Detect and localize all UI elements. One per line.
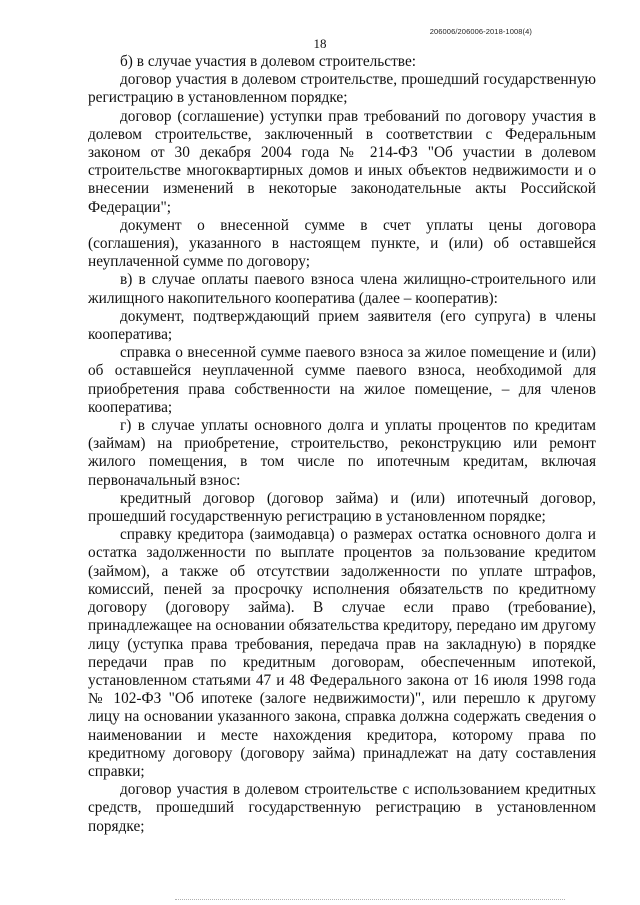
scan-edge-line [175,899,565,901]
paragraph: кредитный договор (договор займа) и (или) ипотечный договор, прошедший государственную регистрацию в установленном порядке; [88,489,596,526]
paragraph: договор участия в долевом строительстве с использованием кредитных средств, прошедший государственную регистрацию в установленном порядке; [88,781,596,835]
paragraph-b-heading: б) в случае участия в долевом строительстве: [120,53,417,70]
page-number: 18 [313,36,327,51]
document-code: 206006/206006-2018-1008(4) [429,27,532,36]
paragraph: договор (соглашение) уступки прав требований по договору участия в долевом строительстве, заключенный в соответствии с Федеральным законом от 30 декабря 2004 года № 214-ФЗ "Об участии в долевом строительстве многоквартирных домов и иных объектов недвижимости и о внесении изменений в некоторые законодательные акты Российской Федерации"; [88,107,596,216]
paragraph: справка о внесенной сумме паевого взноса за жилое помещение и (или) об оставшейся неуплаченной сумме паевого взноса, необходимой для приобретения права собственности на жилое помещение, – для членов кооператива; [88,344,596,416]
paragraph: справку кредитора (заимодавца) о размерах остатка основного долга и остатка задолженности по выплате процентов за пользование кредитом (займом), а также об отсутствии задолженности по уплате штрафов, комиссий, пеней за просрочку исполнения обязательств по кредитному договору (договору займа). В случае если право (требование), принадлежащее на основании обязательства кредитору, передано им другому лицу (уступка права требования, передача прав на закладную) в порядке передачи прав по кредитным договорам, обеспеченным ипотекой, установленном статьями 47 и 48 Федерального закона от 16 июля 1998 года № 102-ФЗ "Об ипотеке (залоге недвижимости)", или перешло к другому лицу на основании указанного закона, справка должна содержать сведения о наименовании и месте нахождения кредитора, которому права по кредитному договору (договору займа) принадлежат на дату составления справки; [88,526,596,780]
paragraph-v-heading: в) в случае оплаты паевого взноса члена жилищно-строительного или жилищного накопительного кооператива (далее – кооператив): [88,271,596,307]
document-body [88,53,596,836]
paragraph: документ, подтверждающий прием заявителя (его супруга) в члены кооператива; [88,307,596,344]
paragraph: документ о внесенной сумме в счет уплаты цены договора (соглашения), указанного в настоящем пункте, и (или) об оставшейся неуплаченной сумме по договору; [88,216,596,271]
paragraph-g-heading: г) в случае уплаты основного долга и уплаты процентов по кредитам (займам) на приобретение, строительство, реконструкцию или ремонт жилого помещения, в том числе по ипотечным кредитам, включая первоначальный взнос: [88,417,596,489]
paragraph: договор участия в долевом строительстве, прошедший государственную регистрацию в установленном порядке; [88,71,596,107]
